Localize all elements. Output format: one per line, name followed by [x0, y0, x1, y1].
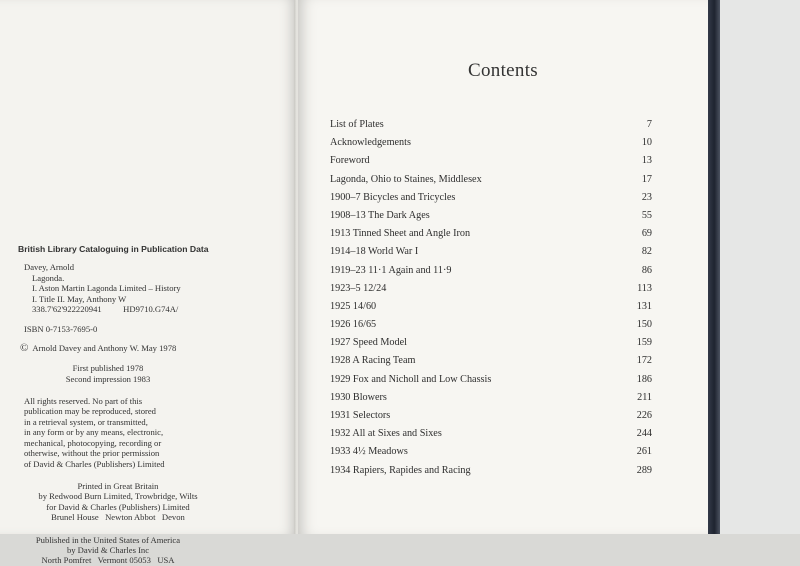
toc-entry [330, 462, 652, 480]
toc-entry-title: 1923–5 12/24 [330, 282, 387, 294]
toc-entry [330, 280, 652, 298]
toc-entry-title: 1932 All at Sixes and Sixes [330, 428, 442, 440]
toc-entry [330, 116, 652, 134]
us-publisher-line: North Pomfret Vermont 05053 USA [41, 555, 175, 566]
toc-entry [330, 262, 652, 280]
cip-record [24, 262, 288, 314]
toc-entry [330, 389, 652, 407]
contents-list [330, 116, 652, 480]
rights-line: publication may be reproduced, stored [24, 406, 156, 417]
toc-entry-page: 186 [636, 373, 652, 385]
us-publisher-line: by David & Charles Inc [66, 544, 150, 555]
toc-entry-title: 1925 14/60 [330, 300, 377, 312]
toc-entry-page: 13 [641, 155, 652, 167]
rights-line: in any form or by any means, electronic, [24, 427, 164, 438]
toc-entry [330, 207, 652, 225]
rights-notice [24, 396, 210, 469]
rights-line: mechanical, photocopying, recording or [24, 437, 162, 448]
toc-entry-page: 17 [641, 173, 652, 185]
toc-entry-title: 1913 Tinned Sheet and Angle Iron [330, 228, 471, 240]
toc-entry [330, 225, 652, 243]
toc-entry-page: 69 [641, 228, 652, 240]
printer-info [18, 481, 218, 523]
toc-entry [330, 371, 652, 389]
toc-entry-page: 23 [641, 191, 652, 203]
toc-entry-page: 86 [641, 264, 652, 276]
cip-heading: British Library Cataloguing in Publication Data [18, 244, 209, 254]
toc-entry [330, 316, 652, 334]
rights-line: in a retrieval system, or transmitted, [24, 416, 148, 427]
toc-entry [330, 443, 652, 461]
printer-line: for David & Charles (Publishers) Limited [46, 501, 190, 512]
publication-line: First published 1978 [72, 363, 144, 374]
imprint-block [18, 244, 288, 566]
toc-entry-page: 7 [646, 119, 652, 130]
toc-entry-title: 1934 Rapiers, Rapides and Racing [330, 464, 471, 476]
toc-entry-title: List of Plates [330, 119, 384, 130]
toc-entry-page: 150 [636, 319, 652, 331]
toc-entry [330, 352, 652, 370]
toc-entry-title: 1927 Speed Model [330, 337, 407, 349]
toc-entry-title: 1929 Fox and Nicholl and Low Chassis [330, 373, 492, 385]
toc-entry [330, 425, 652, 443]
toc-entry-page: 55 [641, 209, 652, 221]
publication-history [18, 363, 198, 384]
toc-entry [330, 189, 652, 207]
contents-title: Contents [468, 60, 538, 81]
copyright-text: Arnold Davey and Anthony W. May 1978 [32, 342, 177, 353]
toc-entry-page: 113 [637, 282, 652, 294]
isbn: ISBN 0-7153-7695-0 [24, 324, 98, 335]
cip-line: Lagonda. [32, 272, 65, 283]
printer-line: Printed in Great Britain [77, 480, 159, 491]
toc-entry-title: 1900–7 Bicycles and Tricycles [330, 191, 456, 203]
printer-line: by Redwood Burn Limited, Trowbridge, Wilts [38, 491, 198, 502]
rights-line: All rights reserved. No part of this [24, 396, 143, 407]
toc-entry-page: 289 [636, 464, 652, 476]
toc-entry-title: Foreword [330, 155, 370, 167]
cip-line: 338.7'62'922220941 HD9710.G74A/ [32, 304, 179, 315]
toc-entry-title: 1931 Selectors [330, 410, 391, 421]
toc-entry-title: Acknowledgements [330, 137, 411, 149]
us-publisher-info [18, 535, 198, 566]
cip-line: Davey, Arnold [24, 262, 75, 273]
toc-entry [330, 243, 652, 261]
toc-entry-title: 1914–18 World War I [330, 246, 419, 258]
us-publisher-line: Published in the United States of America [35, 534, 181, 545]
toc-entry-page: 211 [637, 391, 652, 403]
printer-line: Brunel House Newton Abbot Devon [51, 512, 185, 523]
toc-entry-title: 1919–23 11·1 Again and 11·9 [330, 264, 452, 276]
copyright-notice [20, 343, 288, 353]
toc-entry [330, 171, 652, 189]
toc-entry-page: 226 [636, 410, 652, 421]
toc-entry [330, 152, 652, 170]
toc-entry [330, 334, 652, 352]
rights-line: otherwise, without the prior permission [24, 448, 160, 459]
toc-entry-title: 1928 A Racing Team [330, 355, 416, 367]
toc-entry-page: 10 [641, 137, 652, 149]
toc-entry-page: 244 [636, 428, 652, 440]
copyright-icon: © [20, 341, 29, 354]
toc-entry [330, 134, 652, 152]
toc-entry-page: 261 [636, 446, 652, 458]
toc-entry-page: 131 [636, 300, 652, 312]
toc-entry [330, 407, 652, 425]
book-cover-edge [706, 0, 720, 534]
cip-line: I. Title II. May, Anthony W [32, 293, 127, 304]
toc-entry [330, 298, 652, 316]
toc-entry-title: 1930 Blowers [330, 391, 387, 403]
toc-entry-title: 1926 16/65 [330, 319, 377, 331]
toc-entry-title: Lagonda, Ohio to Staines, Middlesex [330, 173, 482, 185]
toc-entry-page: 172 [636, 355, 652, 367]
cip-line: I. Aston Martin Lagonda Limited – History [32, 283, 181, 294]
toc-entry-page: 159 [636, 337, 652, 349]
toc-entry-title: 1933 4½ Meadows [330, 446, 408, 458]
toc-entry-title: 1908–13 The Dark Ages [330, 209, 430, 221]
publication-line: Second impression 1983 [65, 373, 151, 384]
rights-line: of David & Charles (Publishers) Limited [24, 458, 165, 469]
toc-entry-page: 82 [641, 246, 652, 258]
